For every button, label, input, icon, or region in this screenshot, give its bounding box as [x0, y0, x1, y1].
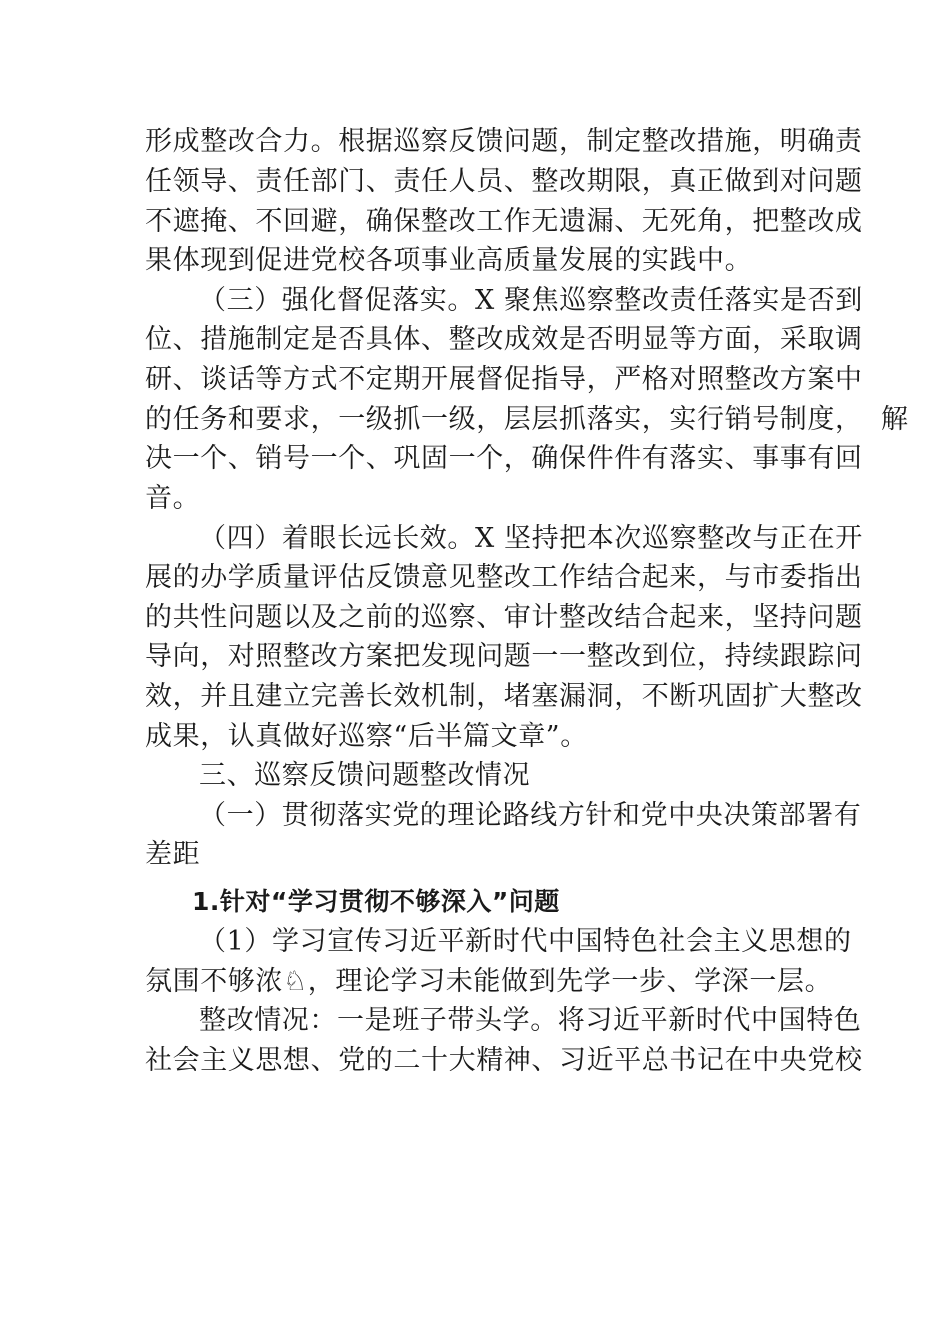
- paragraph-line: 展的办学质量评估反馈意见整改工作结合起来，与市委指出: [145, 562, 863, 593]
- paragraph-line: 任领导、责任部门、责任人员、整改期限，真正做到对问题: [145, 166, 863, 197]
- paragraph-line: （三）强化督促落实。X 聚焦巡察整改责任落实是否到: [199, 285, 863, 316]
- paragraph-line: 的共性问题以及之前的巡察、审计整改结合起来，坚持问题: [145, 602, 863, 633]
- paragraph-line: 决一个、销号一个、巩固一个，确保件件有落实、事事有回: [145, 443, 863, 474]
- paragraph-line: 果体现到促进党校各项事业高质量发展的实践中。: [145, 245, 753, 276]
- paragraph-line: 位、措施制定是否具体、整改成效是否明显等方面，采取调: [145, 324, 863, 355]
- paragraph-line: 导向，对照整改方案把发现问题一一整改到位，持续跟踪问: [145, 641, 863, 672]
- paragraph-line: 研、谈话等方式不定期开展督促指导，严格对照整改方案中: [145, 364, 863, 395]
- paragraph-line: 社会主义思想、党的二十大精神、习近平总书记在中央党校: [145, 1045, 863, 1076]
- paragraph-line: 音。: [145, 483, 201, 514]
- paragraph-line: 整改情况：一是班子带头学。将习近平新时代中国特色: [199, 1005, 862, 1036]
- section-title: 三、巡察反馈问题整改情况: [199, 760, 531, 791]
- paragraph-line: 成果，认真做好巡察“后半篇文章”。: [145, 721, 588, 752]
- paragraph-line: 氛围不够浓♘，理论学习未能做到先学一步、学深一层。: [145, 966, 833, 997]
- paragraph-line: 效，并且建立完善长效机制，堵塞漏洞，不断巩固扩大整改: [145, 681, 863, 712]
- paragraph-line: 的任务和要求，一级抓一级，层层抓落实，实行销号制度， 解: [145, 404, 909, 435]
- issue-heading: 1.针对“学习贯彻不够深入”问题: [192, 887, 560, 916]
- subsection-title: （一）贯彻落实党的理论路线方针和党中央决策部署有: [199, 800, 862, 831]
- paragraph-line: （四）着眼长远长效。X 坚持把本次巡察整改与正在开: [199, 523, 863, 554]
- subsection-title: 差距: [145, 839, 201, 870]
- paragraph-line: （1）学习宣传习近平新时代中国特色社会主义思想的: [199, 926, 852, 957]
- paragraph-line: 形成整改合力。根据巡察反馈问题，制定整改措施，明确责: [145, 126, 863, 157]
- paragraph-line: 不遮掩、不回避，确保整改工作无遗漏、无死角，把整改成: [145, 206, 863, 237]
